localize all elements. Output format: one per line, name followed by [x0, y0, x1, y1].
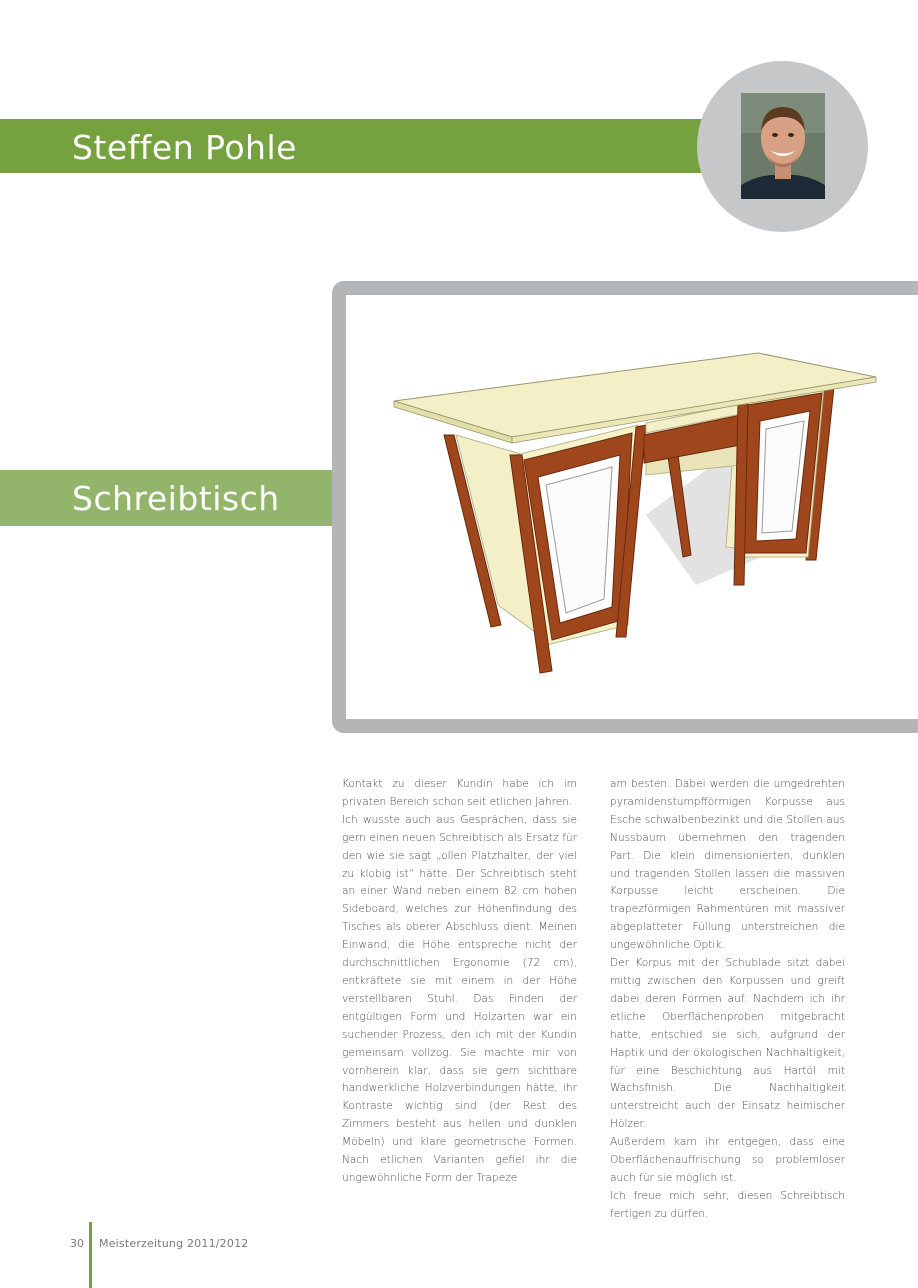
name-banner [0, 119, 712, 173]
article-paragraph: Der Korpus mit der Schublade sitzt dabei mittig zwischen den Korpussen und greift dabei deren Formen auf. Nachdem ich ihr etliche Oberflächenproben mitgebracht hatte, entschied sie sich, aufgrund der Haptik und der ökologischen Nachhaltigkeit, für eine Beschichtung aus Hartöl mit Wachsfinish. Die Nachhaltigkeit unterstreicht auch der Einsatz heimischer Hölzer. [610, 957, 845, 1131]
article-paragraph: Ich freue mich sehr, diesen Schreibtisch fertigen zu dürfen. [610, 1189, 845, 1220]
section-title: Schreibtisch [72, 479, 280, 518]
article-column-right [610, 776, 845, 1224]
article-paragraph: am besten. Dabei werden die umgedrehten pyramidenstumpfförmigen Korpusse aus Esche schwalbenbezinkt und die Stollen aus Nussbaum übernehmen den tragenden Part. Die klein dimensionierten, dunklen und tragenden Stollen lassen die massiven Korpusse leicht erscheinen. Die trapezförmigen Rahmentüren mit massiver abgeplatteter Füllung unterstreichen die ungewöhnliche Optik. [610, 778, 845, 952]
article-paragraph: Außerdem kam ihr entgegen, dass eine Oberflächenauffrischung so problemloser auch für sie möglich ist. [610, 1136, 845, 1184]
author-name: Steffen Pohle [72, 128, 297, 167]
footer-divider [89, 1222, 92, 1288]
author-photo [741, 93, 825, 199]
article-paragraph: Ich wusste auch aus Gesprächen, dass sie gern einen neuen Schreibtisch als Ersatz für den wie sie sagt „ollen Platzhalter, der viel zu klobig ist“ hätte. Der Schreibtisch steht an einer Wand neben einem 82 cm hohen Sideboard, welches zur Höhenfindung des Tisches als oberer Abschluss dient. Meinen Einwand, die Höhe entspreche nicht der durchschnittlichen Ergonomie (72 cm), entkräftete sie mit einem in der Höhe verstellbaren Stuhl. Das Finden der entgültigen Form und Holzarten war ein suchender Prozess, den ich mit der Kundin gemeinsam vollzog. Sie machte mir von vornherein klar, dass sie gern sichtbare handwerkliche Holzverbindungen hätte, ihr Kontraste wichtig sind (der Rest des Zimmers besteht aus hellen und dunklen Möbeln) und klare geometrische Formen. Nach etlichen Varianten gefiel ihr die ungewöhnliche Form der Trapeze [342, 813, 577, 1184]
publication-name: Meisterzeitung 2011/2012 [99, 1237, 249, 1250]
article-column-left [342, 776, 577, 1188]
desk-render [346, 295, 918, 719]
article-paragraph: Kontakt zu dieser Kundin habe ich im privaten Bereich schon seit etlichen Jahren. [342, 778, 577, 808]
page-number: 30 [70, 1237, 84, 1250]
